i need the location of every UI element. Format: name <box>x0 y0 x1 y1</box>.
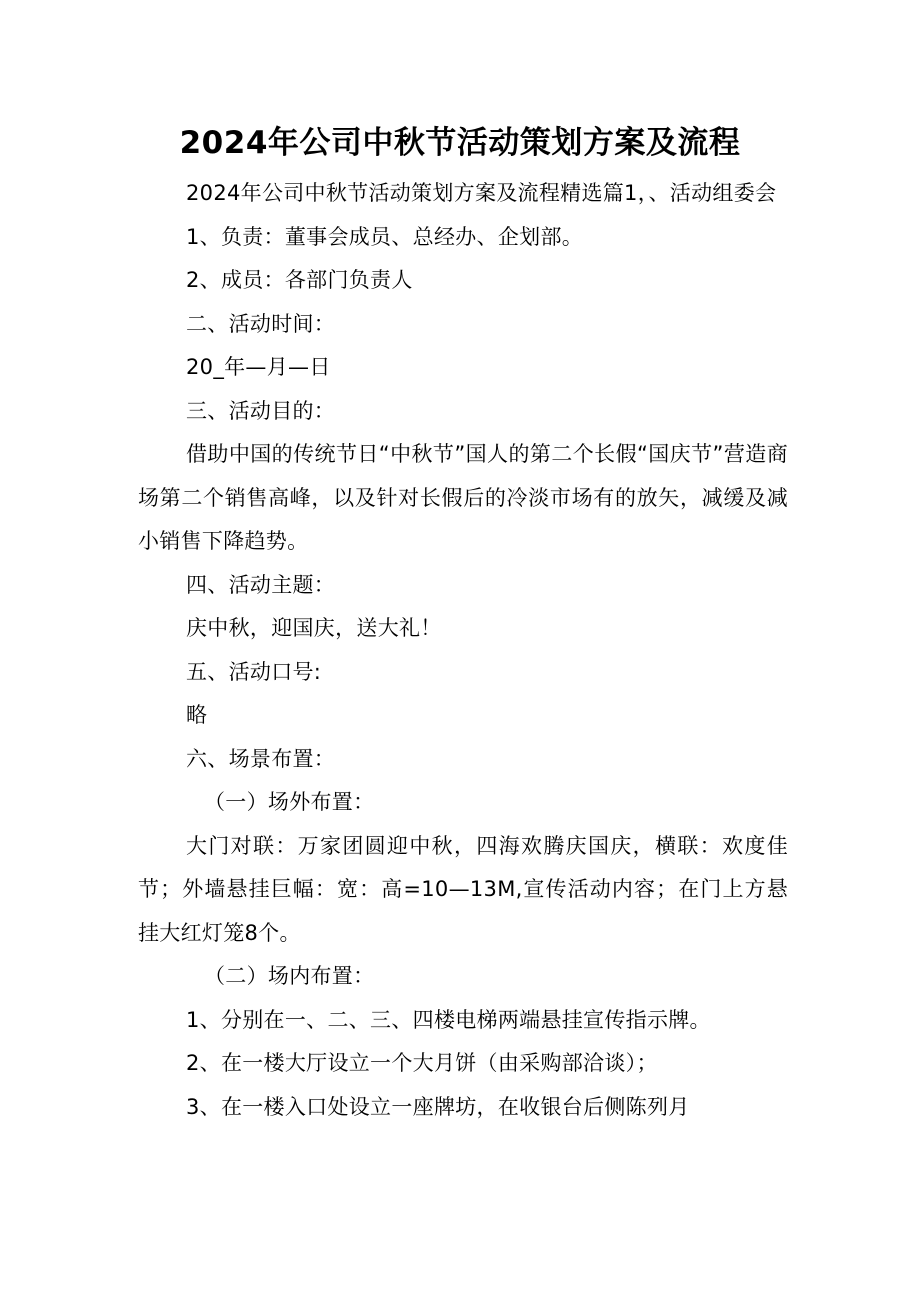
subheading-indoor-setup: （二）场内布置： <box>204 964 375 988</box>
paragraph-outdoor-setup: 大门对联：万家团圆迎中秋，四海欢腾庆国庆，横联：欢度佳节；外墙悬挂巨幅：宽：高=10—13M,宣传活动内容；在门上方悬挂大红灯笼8个。 <box>138 833 788 945</box>
paragraph-members: 2、成员：各部门负责人 <box>186 268 413 292</box>
paragraph-indoor-item-1: 1、分别在一、二、三、四楼电梯两端悬挂宣传指示牌。 <box>186 1007 711 1032</box>
paragraph-slogan: 略 <box>186 703 208 727</box>
heading-activity-slogan: 五、活动口号: <box>186 659 322 684</box>
paragraph-date: 20_年—月—日 <box>186 355 331 379</box>
paragraph-intro: 2024年公司中秋节活动策划方案及流程精选篇1，、活动组委会 <box>186 181 777 205</box>
paragraph-purpose: 借助中国的传统节日“中秋节”国人的第二个长假“国庆节”营造商场第二个销售高峰，以及针对长假后的冷淡市场有的放矢，减缓及减小销售下降趋势。 <box>138 442 788 553</box>
paragraph-theme: 庆中秋，迎国庆，送大礼！ <box>186 616 442 640</box>
document-body <box>138 172 788 1129</box>
paragraph-indoor-item-3: 3、在一楼入口处设立一座牌坊，在收银台后侧陈列月 <box>186 1094 690 1119</box>
heading-activity-purpose: 三、活动目的： <box>186 398 336 423</box>
heading-activity-time: 二、活动时间： <box>186 311 336 336</box>
heading-activity-theme: 四、活动主题： <box>186 572 336 597</box>
paragraph-indoor-item-2: 2、在一楼大厅设立一个大月饼（由采购部洽谈）； <box>186 1051 658 1075</box>
heading-scene-setup: 六、场景布置： <box>186 746 336 771</box>
paragraph-responsible: 1、负责：董事会成员、总经办、企划部。 <box>186 224 584 249</box>
document-title: 2024年公司中秋节活动策划方案及流程 <box>179 125 741 161</box>
subheading-outdoor-setup: （一）场外布置： <box>204 790 375 814</box>
